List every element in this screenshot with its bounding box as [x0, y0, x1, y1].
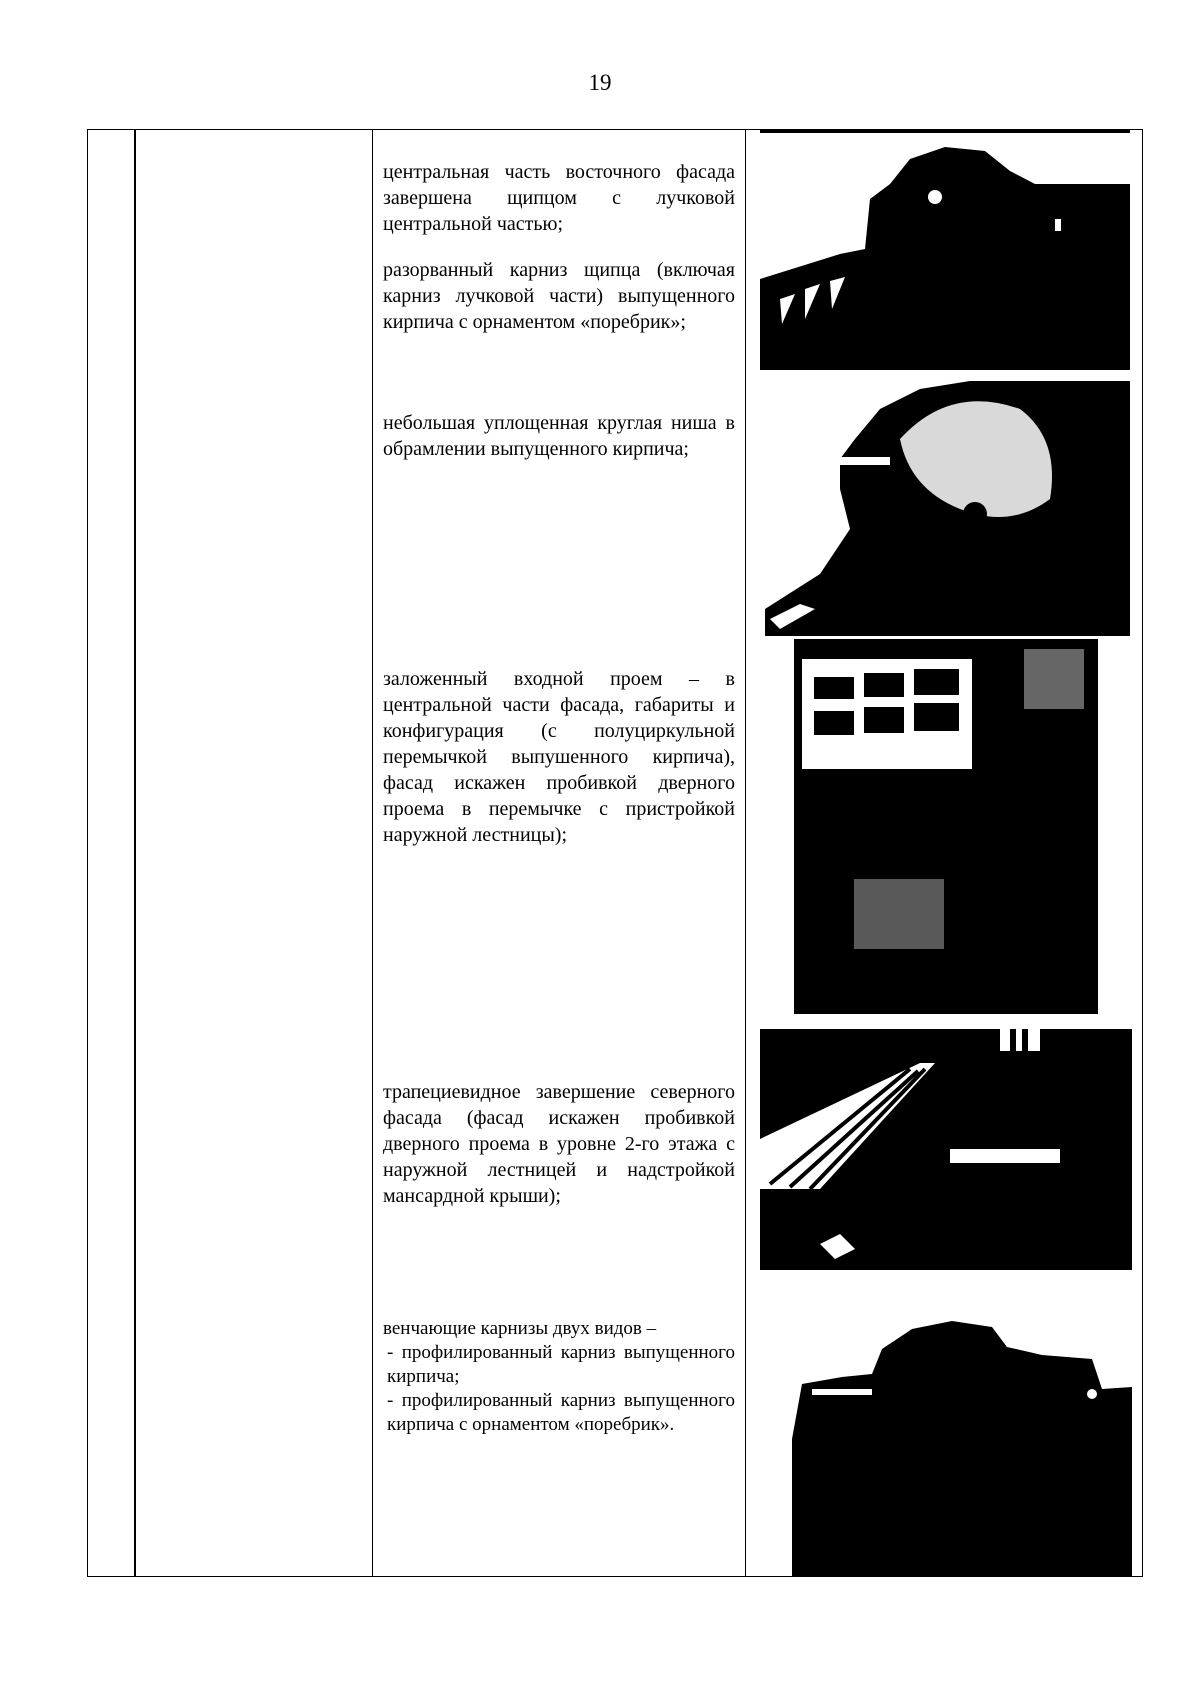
- gable-photo: [760, 129, 1130, 370]
- cornice-list-item: - профилированный карниз выпущенного кирпича;: [387, 1342, 735, 1387]
- cornice-list: [383, 1317, 735, 1437]
- description-paragraph: центральная часть восточного фасада завершена щипцом с лучковой центральной частью;: [383, 161, 735, 235]
- page-number: 19: [588, 70, 612, 95]
- cornice-photo: [792, 1319, 1132, 1577]
- column-divider-3: [745, 129, 746, 1577]
- description-paragraph: небольшая уплощенная круглая ниша в обрамлении выпущенного кирпича;: [383, 412, 735, 460]
- niche-photo: [760, 379, 1130, 636]
- table-right-border: [1142, 129, 1143, 1577]
- cornice-list-item: - профилированный карниз выпущенного кирпича с орнаментом «поребрик».: [387, 1390, 735, 1435]
- entrance-photo: [794, 639, 1098, 1014]
- description-paragraph: разорванный карниз щипца (включая карниз лучковой части) выпущенного кирпича с орнаментом «поребрик»;: [383, 259, 735, 333]
- cornice-list-heading: венчающие карнизы двух видов –: [383, 1318, 657, 1339]
- description-table: [87, 129, 1143, 1577]
- niche-photo-image: [760, 379, 1130, 636]
- north-facade-photo-image: [760, 1029, 1132, 1270]
- cornice-photo-image: [792, 1319, 1132, 1577]
- north-facade-photo: [760, 1029, 1132, 1270]
- entrance-photo-image: [794, 639, 1098, 1014]
- gable-photo-image: [760, 129, 1130, 370]
- table-left-border: [87, 129, 88, 1577]
- description-paragraph: заложенный входной проем – в центральной части фасада, габариты и конфигурация (с полуциркульной перемычкой выпушенного кирпича), фасад искажен пробивкой дверного проема в перемычке с пристройкой наружной лестницы);: [383, 668, 735, 846]
- column-divider-1: [134, 129, 136, 1577]
- description-paragraph: трапециевидное завершение северного фасада (фасад искажен пробивкой дверного проема в уровне 2-го этажа с наружной лестницей и надстройкой мансардной крыши);: [383, 1081, 735, 1207]
- column-divider-2: [372, 129, 373, 1577]
